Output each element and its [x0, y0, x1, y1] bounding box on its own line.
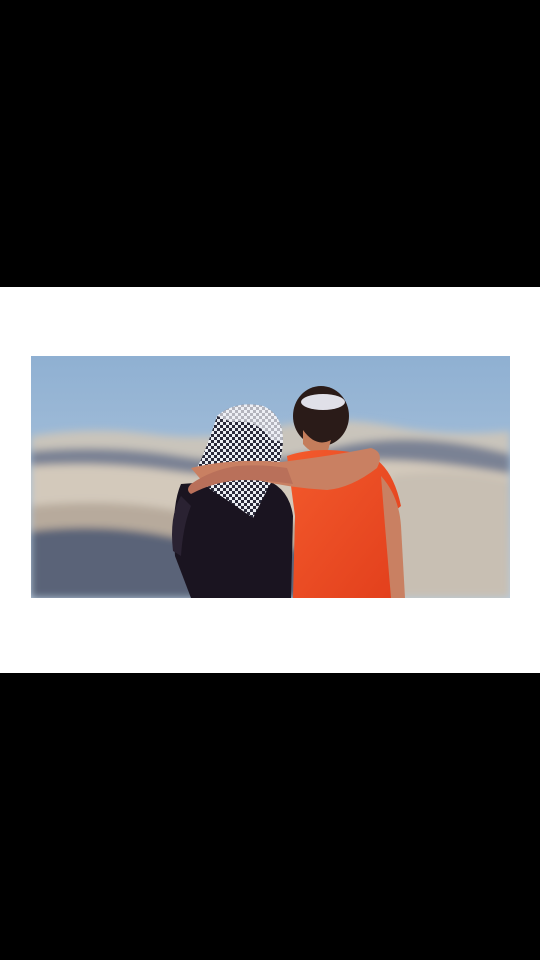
photo [31, 356, 510, 598]
top-letterbox [0, 0, 540, 287]
bottom-letterbox [0, 673, 540, 960]
